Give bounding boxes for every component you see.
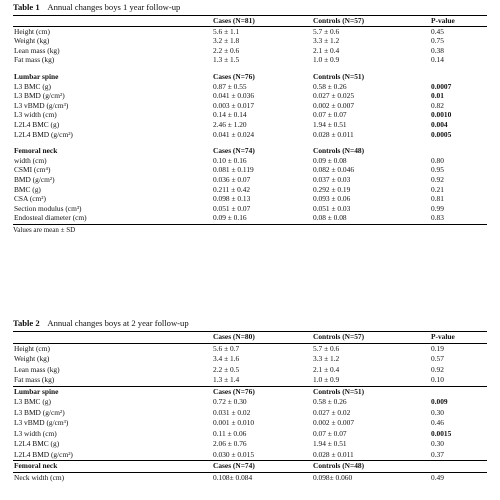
femoral-neck-heading: Femoral neck [14, 461, 58, 470]
femoral-controls-heading: Controls (N=48) [313, 146, 365, 156]
cases-value: 0.036 ± 0.07 [213, 174, 251, 184]
table-2-header-pvalue: P-value [431, 332, 455, 341]
controls-value: 0.028 ± 0.011 [313, 129, 354, 139]
table-1-header-row [13, 16, 487, 26]
table-row [13, 120, 487, 130]
lumbar-cases-heading: Cases (N=76) [213, 386, 255, 396]
controls-value: 1.0 ± 0.9 [313, 55, 340, 65]
controls-value: 0.58 ± 0.26 [313, 397, 347, 406]
p-value: 0.004 [431, 119, 448, 129]
controls-value: 0.098± 0.060 [313, 472, 353, 482]
controls-value: 0.09 ± 0.08 [313, 155, 347, 165]
row-label: L3 BMD (g/cm²) [14, 407, 65, 417]
cases-value: 0.098 ± 0.13 [213, 194, 251, 204]
row-label: L3 vBMD (g/cm³) [14, 418, 69, 427]
table-row [13, 101, 487, 111]
cases-value: 0.09 ± 0.16 [213, 213, 247, 223]
controls-value: 0.07 ± 0.07 [313, 428, 347, 438]
controls-value: 1.0 ± 0.9 [313, 375, 340, 384]
cases-value: 1.3 ± 1.5 [213, 55, 240, 65]
cases-value: 0.11 ± 0.06 [213, 428, 247, 438]
cases-value: 3.2 ± 1.8 [213, 36, 240, 46]
cases-value: 0.030 ± 0.015 [213, 449, 255, 459]
cases-value: 0.108± 0.084 [213, 472, 253, 482]
table-2-lumbar-header [13, 387, 487, 398]
lumbar-spine-heading: Lumbar spine [14, 71, 59, 81]
cases-value: 0.14 ± 0.14 [213, 110, 247, 120]
table-2-title: Annual changes boys at 2 year follow-up [47, 318, 189, 328]
controls-value: 0.002 ± 0.007 [313, 100, 355, 110]
row-label: Endosteal diameter (cm) [14, 213, 87, 223]
controls-value: 0.002 ± 0.007 [313, 418, 355, 427]
cases-value: 2.2 ± 0.5 [213, 364, 240, 374]
p-value: 0.37 [431, 449, 444, 459]
table-1-caption [13, 2, 487, 13]
lumbar-cases-heading: Cases (N=76) [213, 71, 255, 81]
femoral-cases-heading: Cases (N=74) [213, 461, 255, 470]
femoral-controls-heading: Controls (N=48) [313, 461, 365, 470]
table-row [13, 194, 487, 204]
cases-value: 2.2 ± 0.6 [213, 45, 240, 55]
row-label: BMD (g/cm²) [14, 174, 55, 184]
p-value: 0.57 [431, 354, 444, 363]
row-label: L2L4 BMD (g/cm²) [14, 449, 73, 459]
table-row [13, 165, 487, 175]
row-label: L3 BMC (g) [14, 397, 51, 406]
p-value: 0.45 [431, 26, 444, 36]
row-label: L2L4 BMC (g) [14, 119, 60, 129]
cases-value: 0.72 ± 0.30 [213, 397, 247, 406]
p-value: 0.46 [431, 418, 444, 427]
table-2-number: Table 2 [13, 318, 40, 328]
row-label: BMC (g) [14, 184, 41, 194]
table-row [13, 204, 487, 214]
controls-value: 0.08 ± 0.08 [313, 213, 347, 223]
p-value: 0.30 [431, 407, 444, 417]
table-row [13, 397, 487, 408]
p-value: 0.83 [431, 213, 444, 223]
table-row [13, 36, 487, 46]
cases-value: 2.46 ± 1.20 [213, 119, 247, 129]
table-row [13, 55, 487, 65]
cases-value: 2.06 ± 0.76 [213, 439, 247, 448]
p-value: 0.99 [431, 203, 444, 213]
lumbar-spine-heading: Lumbar spine [14, 386, 59, 396]
table-1-number: Table 1 [13, 2, 40, 12]
p-value: 0.21 [431, 184, 444, 194]
table-1-header-controls: Controls (N=57) [313, 16, 365, 25]
table-row [13, 375, 487, 386]
table-row [13, 365, 487, 376]
cases-value: 0.87 ± 0.55 [213, 81, 247, 91]
table-2-femoral-header [13, 461, 487, 472]
cases-value: 3.4 ± 1.6 [213, 354, 240, 363]
controls-value: 2.1 ± 0.4 [313, 364, 340, 374]
table-1-footnote: Values are mean ± SD [13, 225, 76, 234]
table-row [13, 418, 487, 429]
p-value: 0.49 [431, 472, 444, 482]
p-value: 0.10 [431, 375, 444, 384]
row-label: Section modulus (cm³) [14, 203, 82, 213]
p-value: 0.01 [431, 91, 444, 101]
table-2-header-cases: Cases (N=80) [213, 332, 255, 341]
controls-value: 3.3 ± 1.2 [313, 354, 340, 363]
controls-value: 0.093 ± 0.06 [313, 194, 351, 204]
controls-value: 1.94 ± 0.51 [313, 119, 347, 129]
row-label: L2L4 BMC (g) [14, 439, 60, 448]
p-value: 0.75 [431, 36, 444, 46]
cases-value: 5.6 ± 1.1 [213, 26, 240, 36]
row-label: Fat mass (kg) [14, 55, 55, 65]
table-2-header-controls: Controls (N=57) [313, 332, 365, 341]
row-label: Weight (kg) [14, 36, 50, 46]
table-2-header-row [13, 332, 487, 343]
p-value: 0.0007 [431, 81, 452, 91]
table-row [13, 156, 487, 166]
row-label: Height (cm) [14, 343, 50, 353]
cases-value: 0.051 ± 0.07 [213, 203, 251, 213]
table-2-femoral-section [13, 473, 487, 484]
p-value: 0.14 [431, 55, 444, 65]
row-label: L3 width (cm) [14, 110, 57, 120]
controls-value: 0.028 ± 0.011 [313, 449, 354, 459]
controls-value: 3.3 ± 1.2 [313, 36, 340, 46]
p-value: 0.0015 [431, 428, 452, 438]
controls-value: 0.027 ± 0.025 [313, 91, 355, 101]
lumbar-controls-heading: Controls (N=51) [313, 71, 365, 81]
row-label: Height (cm) [14, 26, 50, 36]
table-row [13, 46, 487, 56]
table-row [13, 175, 487, 185]
cases-value: 0.003 ± 0.017 [213, 100, 255, 110]
table-1-lumbar-section [13, 82, 487, 140]
cases-value: 5.6 ± 0.7 [213, 343, 240, 353]
table-1-lumbar-header [13, 72, 487, 82]
cases-value: 0.001 ± 0.010 [213, 418, 255, 427]
table-2 [13, 318, 487, 483]
table-row [13, 450, 487, 461]
row-label: width (cm) [14, 155, 47, 165]
row-label: L3 BMC (g) [14, 81, 51, 91]
table-1-header-pvalue: P-value [431, 16, 455, 25]
cases-value: 1.3 ± 1.4 [213, 375, 240, 384]
table-row [13, 439, 487, 450]
table-row [13, 82, 487, 92]
cases-value: 0.041 ± 0.024 [213, 129, 255, 139]
row-label: L3 BMD (g/cm²) [14, 91, 65, 101]
row-label: L3 width (cm) [14, 428, 57, 438]
row-label: Lean mass (kg) [14, 364, 60, 374]
femoral-neck-heading: Femoral neck [14, 146, 58, 156]
controls-value: 0.07 ± 0.07 [313, 110, 347, 120]
controls-value: 2.1 ± 0.4 [313, 45, 340, 55]
p-value: 0.80 [431, 155, 444, 165]
controls-value: 1.94 ± 0.51 [313, 439, 347, 448]
table-row [13, 344, 487, 355]
row-label: Lean mass (kg) [14, 45, 60, 55]
table-row [13, 473, 487, 484]
p-value: 0.38 [431, 45, 444, 55]
controls-value: 0.037 ± 0.03 [313, 174, 351, 184]
controls-value: 5.7 ± 0.6 [313, 343, 340, 353]
table-1 [13, 2, 487, 235]
table-row [13, 130, 487, 140]
p-value: 0.0005 [431, 129, 452, 139]
controls-value: 0.027 ± 0.02 [313, 407, 351, 417]
table-1-header-cases: Cases (N=81) [213, 16, 255, 25]
table-row [13, 185, 487, 195]
table-row [13, 408, 487, 419]
femoral-cases-heading: Cases (N=74) [213, 146, 255, 156]
row-label: CSMI (cm⁴) [14, 165, 51, 175]
cases-value: 0.211 ± 0.42 [213, 184, 251, 194]
controls-value: 0.292 ± 0.19 [313, 184, 351, 194]
table-2-lumbar-section [13, 397, 487, 460]
p-value: 0.95 [431, 165, 444, 175]
p-value: 0.19 [431, 343, 444, 353]
cases-value: 0.081 ± 0.119 [213, 165, 254, 175]
table-1-title: Annual changes boys 1 year follow-up [47, 2, 181, 12]
row-label: Fat mass (kg) [14, 375, 55, 384]
cases-value: 0.041 ± 0.036 [213, 91, 255, 101]
p-value: 0.0010 [431, 110, 452, 120]
table-1-femoral-header [13, 146, 487, 156]
table-row [13, 354, 487, 365]
table-row [13, 213, 487, 223]
row-label: L2L4 BMD (g/cm²) [14, 129, 73, 139]
row-label: CSA (cm²) [14, 194, 46, 204]
table-2-caption [13, 318, 487, 329]
table-row [13, 91, 487, 101]
controls-value: 0.082 ± 0.046 [313, 165, 355, 175]
p-value: 0.009 [431, 397, 448, 406]
table-1-body-section [13, 27, 487, 65]
table-row [13, 27, 487, 37]
table-2-body-section [13, 344, 487, 386]
row-label: L3 vBMD (g/cm³) [14, 100, 69, 110]
p-value: 0.81 [431, 194, 444, 204]
table-1-femoral-section [13, 156, 487, 223]
table-row [13, 110, 487, 120]
controls-value: 0.051 ± 0.03 [313, 203, 351, 213]
controls-value: 5.7 ± 0.6 [313, 26, 340, 36]
cases-value: 0.031 ± 0.02 [213, 407, 251, 417]
row-label: Weight (kg) [14, 354, 50, 363]
p-value: 0.30 [431, 439, 444, 448]
cases-value: 0.10 ± 0.16 [213, 155, 247, 165]
table-row [13, 429, 487, 440]
controls-value: 0.58 ± 0.26 [313, 81, 347, 91]
row-label: Neck width (cm) [14, 472, 65, 482]
p-value: 0.82 [431, 100, 444, 110]
p-value: 0.92 [431, 174, 444, 184]
lumbar-controls-heading: Controls (N=51) [313, 386, 365, 396]
p-value: 0.92 [431, 364, 444, 374]
